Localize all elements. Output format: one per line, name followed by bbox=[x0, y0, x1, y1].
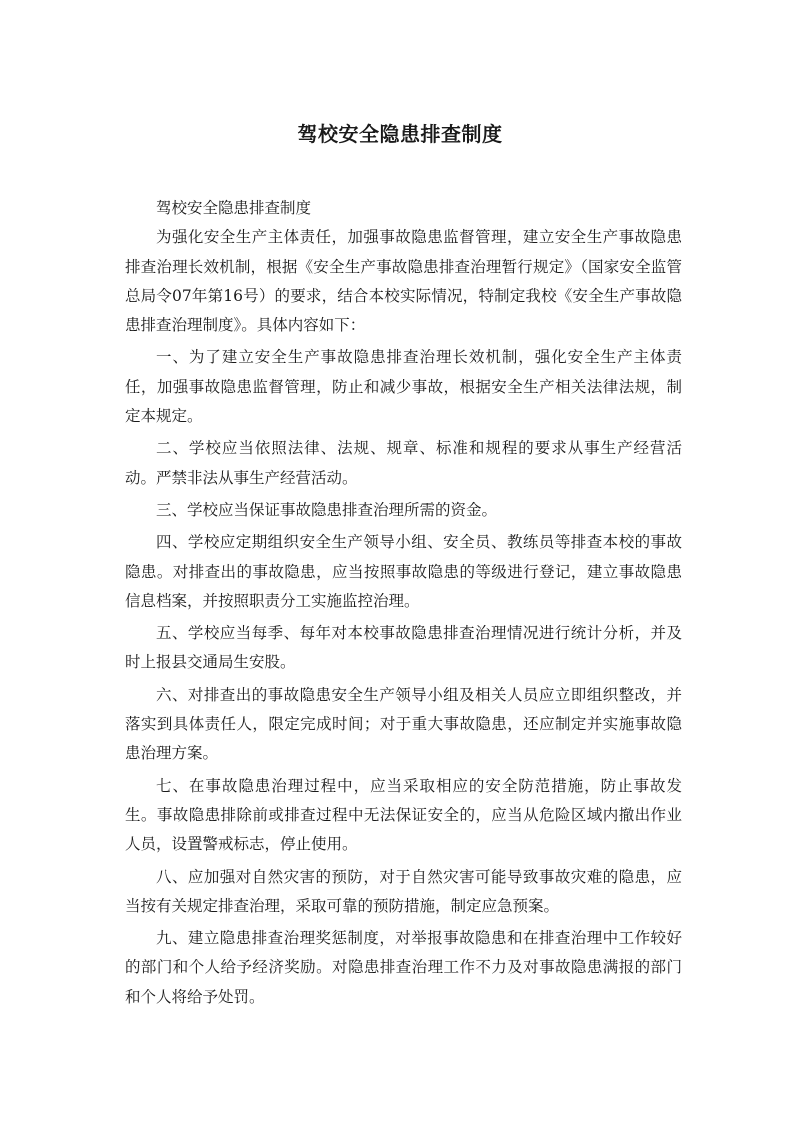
paragraph-item-1: 一、为了建立安全生产事故隐患排查治理长效机制，强化安全生产主体责任，加强事故隐患监督管理，防止和减少事故，根据安全生产相关法律法规，制定本规定。 bbox=[125, 348, 682, 426]
paragraph-item-5: 五、学校应当每季、每年对本校事故隐患排查治理情况进行统计分析，并及时上报县交通局生安股。 bbox=[125, 624, 682, 672]
paragraph-item-3: 三、学校应当保证事故隐患排查治理所需的资金。 bbox=[156, 500, 498, 519]
paragraph-item-4: 四、学校应定期组织安全生产领导小组、安全员、教练员等排查本校的事故隐患。对排查出的事故隐患，应当按照事故隐患的等级进行登记，建立事故隐患信息档案，并按照职责分工实施监控治理。 bbox=[125, 533, 682, 610]
paragraph-item-6: 六、对排查出的事故隐患安全生产领导小组及相关人员应立即组织整改，并落实到具体责任人，限定完成时间；对于重大事故隐患，还应制定并实施事故隐患治理方案。 bbox=[125, 685, 682, 763]
paragraph-subtitle: 驾校安全隐患排查制度 bbox=[156, 199, 312, 217]
paragraph-item-2: 二、学校应当依照法律、法规、规章、标准和规程的要求从事生产经营活动。严禁非法从事生产经营活动。 bbox=[125, 439, 682, 487]
paragraph-intro: 为强化安全生产主体责任，加强事故隐患监督管理，建立安全生产事故隐患排查治理长效机制，根据《安全生产事故隐患排查治理暂行规定》（国家安全监管总局令07年第16号）的要求，结合本校实际情况，特制定我校《安全生产事故隐患排查治理制度》。具体内容如下： bbox=[125, 228, 682, 335]
paragraph-item-8: 八、应加强对自然灾害的预防，对于自然灾害可能导致事故灾难的隐患，应当按有关规定排查治理，采取可靠的预防措施，制定应急预案。 bbox=[125, 867, 682, 915]
document-body bbox=[125, 194, 682, 1012]
paragraph-item-9: 九、建立隐患排查治理奖惩制度，对举报事故隐患和在排查治理中工作较好的部门和个人给予经济奖励。对隐患排查治理工作不力及对事故隐患满报的部门和个人将给予处罚。 bbox=[125, 929, 682, 1006]
paragraph-item-7: 七、在事故隐患治理过程中，应当采取相应的安全防范措施，防止事故发生。事故隐患排除前或排查过程中无法保证安全的，应当从危险区域内撤出作业人员，设置警戒标志，停止使用。 bbox=[125, 776, 682, 854]
document-title: 驾校安全隐患排查制度 bbox=[297, 122, 503, 146]
